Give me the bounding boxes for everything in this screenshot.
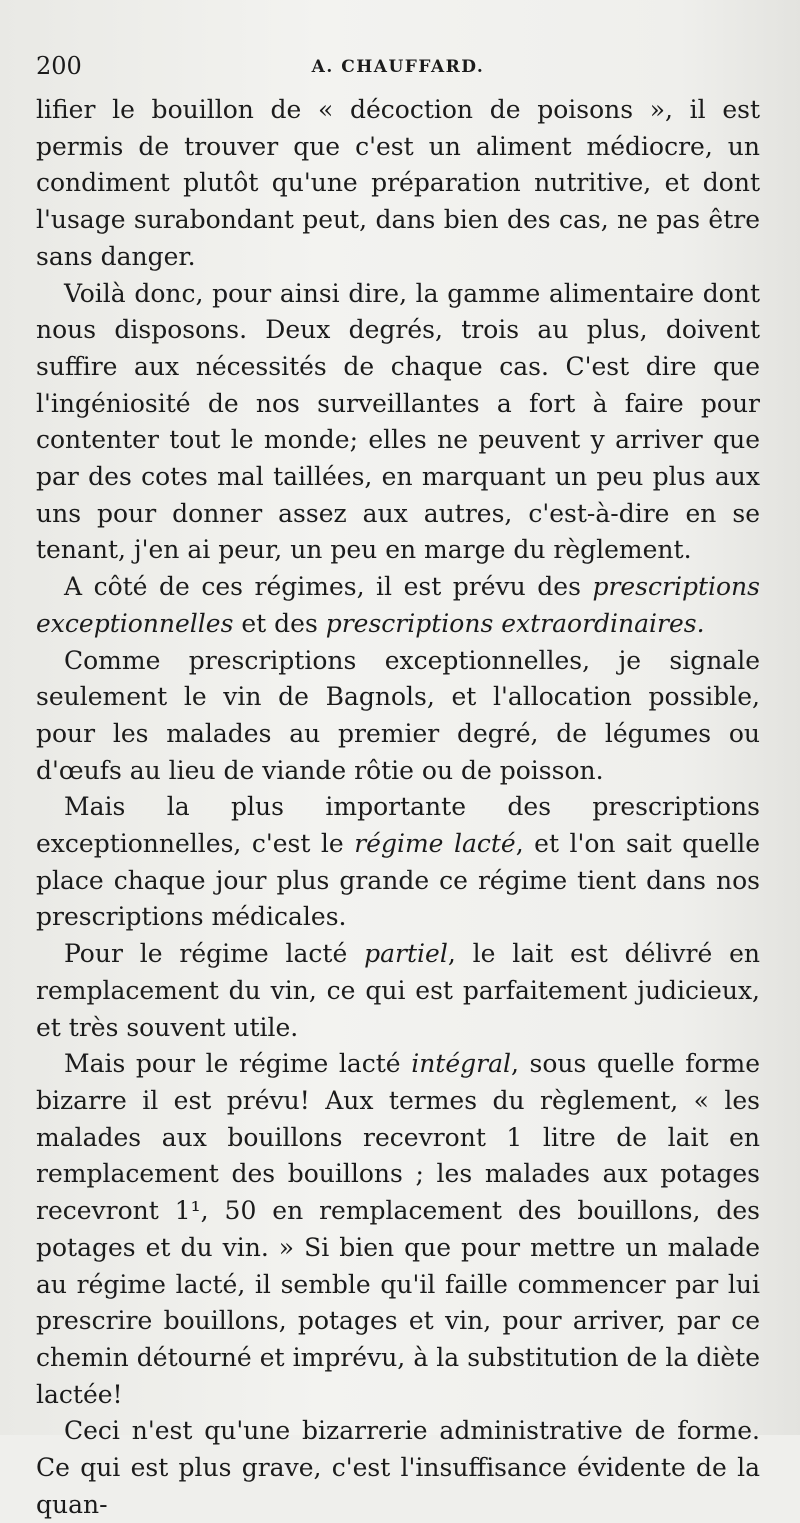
paragraph-text: A côté de ces régimes, il est prévu des [64,572,593,602]
italic-text: prescriptions exceptionnelles [36,572,760,638]
paragraph-text: Pour le régime lacté [64,939,365,969]
paragraph-text: , sous quelle forme bizarre il est prévu! Aux termes du règlement, « les malades aux bouillons recevront 1 litre de lait en remplacement des bouillons ; les malades aux potages recevront 1¹, 50 en remplacement des bouillons, des potages et du vin. » Si bien que pour mettre un malade au régime lacté, il semble qu'il faille commencer par lui prescrire bouillons, potages et vin, pour arriver, par ce chemin détourné et imprévu, à la substitution de la diète lactée! [36,1049,760,1409]
paragraph-text: et des [233,608,326,638]
paragraph [36,789,760,936]
italic-text: intégral [411,1049,511,1079]
page-header [36,52,760,86]
page-number: 200 [36,52,82,80]
paragraph-text: Ceci n'est qu'une bizarrerie administrative de forme. Ce qui est plus grave, c'est l'insuffisance évidente de la quan- [36,1416,760,1519]
paragraph-text: , le lait est délivré en remplacement du vin, ce qui est parfaitement judicieux, et très souvent utile. [36,939,761,1042]
italic-text: prescriptions extraordinaires. [325,608,705,638]
paragraph-text: , et l'on sait quelle place chaque jour plus grande ce régime tient dans nos prescriptions médicales. [36,829,760,932]
paragraph [36,1413,760,1523]
paragraph [36,1046,760,1413]
paragraph-text: Mais pour le régime lacté [64,1049,412,1079]
paragraph [36,569,760,642]
paragraph-text: Mais la plus importante des prescriptions exceptionnelles, c'est le [36,792,760,859]
body-text [36,92,760,1523]
paragraph [36,276,760,570]
paragraph [36,92,760,276]
paragraph [36,936,760,1046]
running-head: A. CHAUFFARD. [311,57,485,77]
italic-text: partiel [364,939,448,969]
paragraph-text: Comme prescriptions exceptionnelles, je signale seulement le vin de Bagnols, et l'allocation possible, pour les malades au premier degré, de légumes ou d'œufs au lieu de viande rôtie ou de poisson. [36,645,760,785]
paragraph-text: lifier le bouillon de « décoction de poisons », il est permis de trouver que c'est un aliment médiocre, un condiment plutôt qu'une préparation nutritive, et dont l'usage surabondant peut, dans bien des cas, ne pas être sans danger. [36,95,760,271]
italic-text: régime lacté [354,829,516,859]
paragraph [36,643,760,790]
paragraph-text: Voilà donc, pour ainsi dire, la gamme alimentaire dont nous disposons. Deux degrés, trois au plus, doivent suffire aux nécessités de chaque cas. C'est dire que l'ingéniosité de nos surveillantes a fort à faire pour contenter tout le monde; elles ne peuvent y arriver que par des cotes mal taillées, en marquant un peu plus aux uns pour donner assez aux autres, c'est-à-dire en se tenant, j'en ai peur, un peu en marge du règlement. [36,278,760,565]
